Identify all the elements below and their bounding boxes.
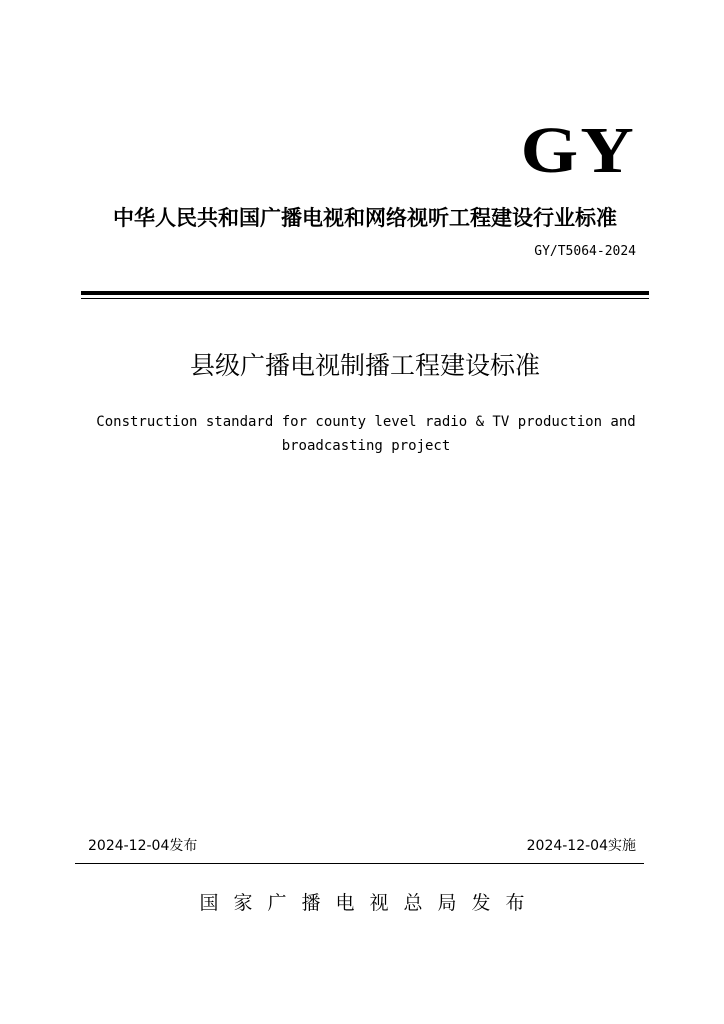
header-rule-thin bbox=[81, 298, 649, 299]
implementation-date: 2024-12-04实施 bbox=[526, 838, 636, 854]
gy-logo: GY bbox=[520, 114, 636, 187]
industry-standard-title: 中华人民共和国广播电视和网络视听工程建设行业标准 bbox=[113, 206, 617, 230]
english-title: Construction standard for county level radio & TV production and broadcasting project bbox=[96, 414, 636, 454]
chinese-title: 县级广播电视制播工程建设标准 bbox=[189, 351, 540, 380]
issue-date: 2024-12-04发布 bbox=[88, 838, 198, 854]
publisher: 国家广播电视总局发布 bbox=[199, 892, 540, 914]
header-rule-thick bbox=[81, 291, 649, 295]
standard-number: GY/T5064-2024 bbox=[534, 244, 636, 259]
footer-rule bbox=[75, 863, 644, 864]
